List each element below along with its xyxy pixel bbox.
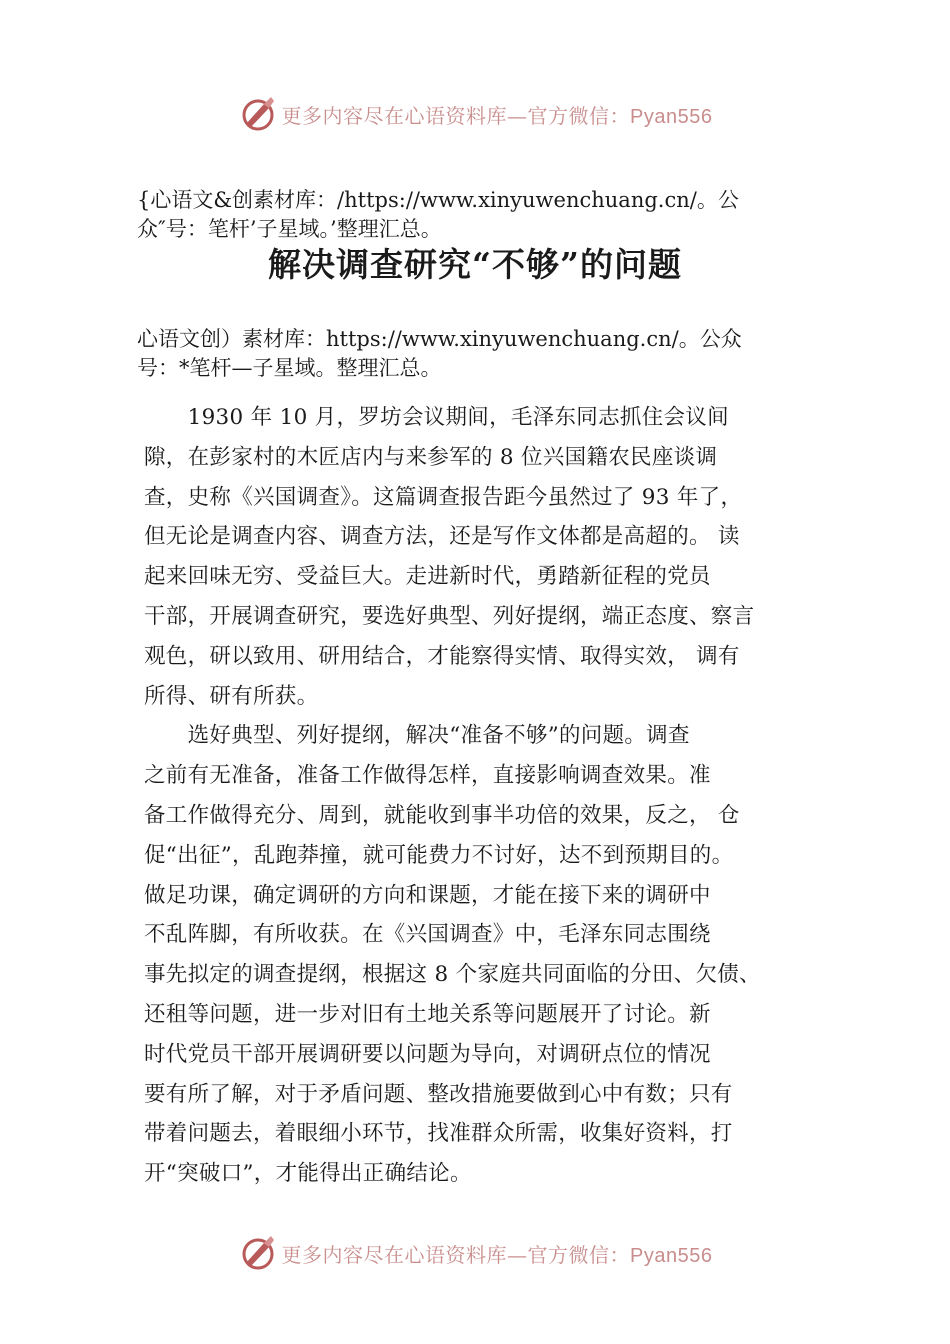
body-line: 做足功课，确定调研的方向和课题，才能在接下来的调研中 xyxy=(144,883,711,908)
body-line: 隙，在彭家村的木匠店内与来参军的 8 位兴国籍农民座谈调 xyxy=(144,445,718,470)
source-line-2: 号：*笔杆—子星域。整理汇总。 xyxy=(137,356,442,380)
body-line: 选好典型、列好提纲，解决“准备不够”的问题。调查 xyxy=(144,723,690,748)
body-line: 开“突破口”，才能得出正确结论。 xyxy=(144,1161,472,1186)
body-line: 之前有无准备，准备工作做得怎样，直接影响调查效果。准 xyxy=(144,763,711,788)
banner-text: 更多内容尽在心语资料库—官方微信： xyxy=(281,1242,631,1267)
body-line: 带着问题去，着眼细小环节，找准群众所需，收集好资料，打 xyxy=(144,1121,733,1146)
banner-wechat-id: Pyan556 xyxy=(630,105,713,128)
body-line: 但无论是调查内容、调查方法，还是写作文体都是高超的。 读 xyxy=(144,524,740,549)
top-watermark-banner xyxy=(0,92,950,136)
header-line-1: {心语文&创素材库：/https://www.xinyuwenchuang.cn/。公 xyxy=(137,188,739,212)
body-line: 1930 年 10 月，罗坊会议期间，毛泽东同志抓住会议间 xyxy=(144,405,729,430)
pen-logo-icon xyxy=(238,1233,278,1273)
body-line: 观色，研以致用、研用结合，才能察得实情、取得实效， 调有 xyxy=(144,644,740,669)
header-line-2: 众″号：笔杆’子星域。’整理汇总。 xyxy=(137,217,442,241)
pen-logo-icon xyxy=(238,94,278,134)
body-line: 要有所了解，对于矛盾问题、整改措施要做到心中有数；只有 xyxy=(144,1082,733,1107)
body-line: 查，史称《兴国调查》。这篇调查报告距今虽然过了 93 年了， xyxy=(144,485,743,510)
body-line: 起来回味无穷、受益巨大。走进新时代，勇踏新征程的党员 xyxy=(144,564,711,589)
body-line: 不乱阵脚，有所收获。在《兴国调查》中，毛泽东同志围绕 xyxy=(144,922,711,947)
body-line: 备工作做得充分、周到，就能收到事半功倍的效果，反之， 仓 xyxy=(144,803,740,828)
body-line: 时代党员干部开展调研要以问题为导向，对调研点位的情况 xyxy=(144,1042,711,1067)
body-line: 干部，开展调查研究，要选好典型、列好提纲，端正态度、察言 xyxy=(144,604,755,629)
body-line: 还租等问题，进一步对旧有土地关系等问题展开了讨论。新 xyxy=(144,1002,711,1027)
banner-text: 更多内容尽在心语资料库—官方微信： xyxy=(281,103,631,128)
source-line-1: 心语文创）素材库：https://www.xinyuwenchuang.cn/。公众 xyxy=(137,327,742,351)
page-title: 解决调查研究“不够”的问题 xyxy=(268,245,682,284)
banner-wechat-id: Pyan556 xyxy=(630,1244,713,1267)
body-line: 事先拟定的调查提纲，根据这 8 个家庭共同面临的分田、欠债、 xyxy=(144,962,761,987)
body-line: 所得、研有所获。 xyxy=(144,684,319,709)
bottom-watermark-banner xyxy=(0,1231,950,1275)
body-line: 促“出征”，乱跑莽撞，就可能费力不讨好，达不到预期目的。 xyxy=(144,843,734,868)
